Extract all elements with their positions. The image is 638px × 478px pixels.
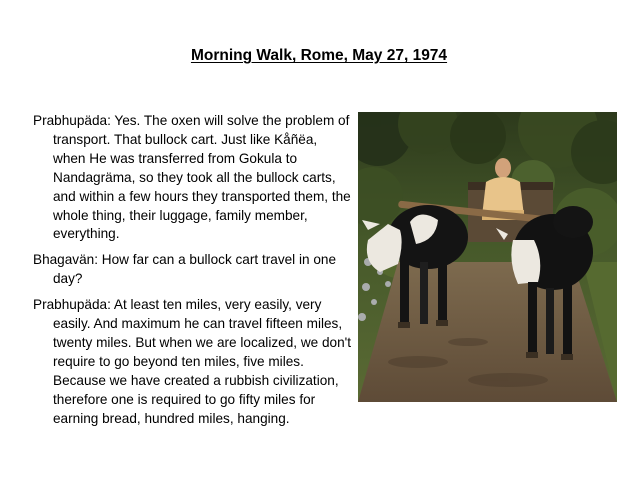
paragraph-prabhupada-oxen: Prabhupäda: Yes. The oxen will solve the problem of transport. That bullock cart. Just like Kåñëa, when He was transferred from Gokula to Nandagräma, so they took all the bullock carts, and within a few hours they transported them, the whole thing, their luggage, family member, everything.	[33, 113, 351, 242]
bullock-cart-illustration	[358, 112, 617, 402]
paragraph-prabhupada-distance: Prabhupäda: At least ten miles, very easily, very easily. And maximum he can travel fifteen miles, twenty miles. But when we are localized, we don't require to go beyond ten miles, five miles. Because we have created a rubbish civilization, therefore one is required to go fifty miles for earning bread, hundred miles, hanging.	[33, 297, 352, 426]
slide-body-text	[33, 112, 353, 436]
bullock-cart-photo	[358, 112, 617, 402]
paragraph-bhagavan-question: Bhagavän: How far can a bullock cart travel in one day?	[33, 252, 337, 287]
slide-title: Morning Walk, Rome, May 27, 1974	[190, 47, 448, 64]
